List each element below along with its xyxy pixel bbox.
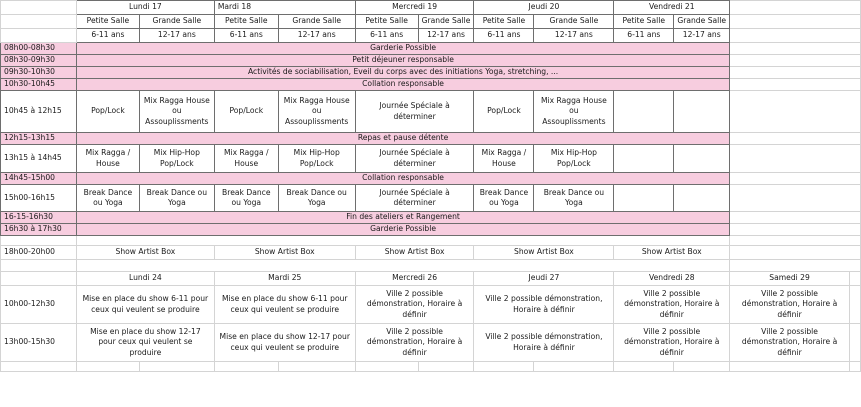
activity-cell[interactable]: [614, 91, 674, 133]
activity-cell[interactable]: Pop/Lock: [474, 91, 534, 133]
cell-line: Ville 2 possible: [761, 327, 818, 337]
cell-empty[interactable]: [1, 236, 77, 246]
table-row: [1, 173, 861, 185]
age-header[interactable]: 6-11 ans: [614, 29, 674, 43]
activity-cell[interactable]: [355, 145, 474, 173]
activity-cell[interactable]: Pop/Lock: [76, 91, 139, 133]
plan-cell[interactable]: [214, 286, 355, 324]
cell-line: Journée Spéciale à: [379, 148, 450, 158]
table-row: [1, 286, 861, 324]
cell-empty[interactable]: [730, 236, 861, 246]
banner-cell[interactable]: Collation responsable: [76, 79, 729, 91]
plan-cell[interactable]: [474, 286, 614, 324]
show-cell[interactable]: Show Artist Box: [214, 246, 355, 260]
age-header[interactable]: 6-11 ans: [474, 29, 534, 43]
activity-cell[interactable]: [355, 185, 474, 212]
day-header[interactable]: Mardi 18: [214, 1, 355, 15]
cell-line: Ville 2 possible: [386, 289, 443, 299]
time-label[interactable]: 18h00-20h00: [1, 246, 77, 260]
cell-line: Ville 2 possible démonstration,: [485, 332, 603, 342]
banner-cell[interactable]: Garderie Possible: [76, 224, 729, 236]
time-label[interactable]: 12h15-13h15: [1, 133, 77, 145]
cell-line: démonstration, Horaire à: [741, 337, 838, 347]
cell-line: Pop/Lock: [299, 158, 334, 168]
cell-empty[interactable]: [355, 362, 418, 372]
cell-empty[interactable]: [418, 362, 474, 372]
room-header[interactable]: Grande Salle: [534, 15, 614, 29]
cell-line: Pop/Lock: [557, 158, 591, 168]
table-row: [1, 260, 861, 272]
activity-cell[interactable]: Pop/Lock: [214, 91, 278, 133]
cell-line: Break Dance ou: [286, 187, 347, 197]
plan-cell[interactable]: [355, 286, 474, 324]
plan-cell[interactable]: [355, 324, 474, 362]
cell-empty[interactable]: [730, 246, 861, 260]
cell-empty[interactable]: [278, 362, 355, 372]
cell-line: Yoga: [167, 198, 186, 207]
plan-cell[interactable]: [730, 286, 850, 324]
banner-cell[interactable]: Petit déjeuner responsable: [76, 55, 729, 67]
room-header[interactable]: Grande Salle: [139, 15, 214, 29]
cell-line: ou Yoga: [489, 198, 519, 207]
cell-line: Ville 2 possible: [761, 289, 818, 299]
time-label[interactable]: 15h00-16h15: [1, 185, 77, 212]
cell-line: Ville 2 possible démonstration,: [485, 294, 603, 304]
cell-line: ou Yoga: [231, 198, 262, 207]
room-header[interactable]: Petite Salle: [214, 15, 278, 29]
cell-line: ou: [569, 106, 579, 116]
age-header[interactable]: 12-17 ans: [139, 29, 214, 43]
banner-cell[interactable]: Fin des ateliers et Rangement: [76, 212, 729, 224]
cell-line: définir: [659, 347, 684, 357]
table-row: [1, 91, 861, 133]
time-label[interactable]: 10h45 à 12h15: [1, 91, 77, 133]
age-header[interactable]: 12-17 ans: [278, 29, 355, 43]
cell-line: Break Dance: [83, 187, 133, 197]
cell-line: Mix Ragga House: [540, 96, 607, 106]
time-label[interactable]: 10h30-10h45: [1, 79, 77, 91]
cell-empty[interactable]: [1, 29, 77, 43]
cell-empty[interactable]: [1, 15, 77, 29]
cell-line: déterminer: [393, 111, 436, 121]
cell-empty[interactable]: [76, 236, 729, 246]
day-header[interactable]: Mercredi 26: [355, 272, 474, 286]
activity-cell[interactable]: [278, 185, 355, 212]
cell-line: démonstration, Horaire à: [624, 337, 720, 347]
time-label[interactable]: 13h15 à 14h45: [1, 145, 77, 173]
cell-line: Mise en place du show 6-11 pour: [82, 294, 209, 304]
table-row: [1, 43, 861, 55]
cell-line: Break Dance: [222, 187, 271, 197]
cell-line: Ville 2 possible: [386, 327, 443, 337]
cell-empty[interactable]: [730, 91, 861, 133]
cell-empty[interactable]: [730, 260, 861, 272]
cell-line: Ville 2 possible: [643, 327, 701, 337]
table-row: [1, 362, 861, 372]
cell-line: ceux qui veulent se produire: [230, 342, 340, 352]
activity-cell[interactable]: [139, 91, 214, 133]
cell-empty[interactable]: [76, 260, 729, 272]
cell-line: démonstration, Horaire à: [366, 299, 463, 309]
room-header[interactable]: Grande Salle: [278, 15, 355, 29]
cell-line: Pop/Lock: [160, 158, 194, 168]
day-header[interactable]: Lundi 17: [76, 1, 214, 15]
cell-line: Journée Spéciale à: [379, 187, 450, 197]
table-row: [1, 224, 861, 236]
age-header[interactable]: 12-17 ans: [674, 29, 730, 43]
cell-line: démonstration, Horaire à: [624, 299, 720, 309]
cell-empty[interactable]: [730, 43, 861, 55]
show-cell[interactable]: Show Artist Box: [474, 246, 614, 260]
cell-line: Mise en place du show 12-17: [90, 327, 201, 337]
time-label[interactable]: 14h45-15h00: [1, 173, 77, 185]
time-label[interactable]: 08h30-09h30: [1, 55, 77, 67]
plan-cell[interactable]: [214, 324, 355, 362]
plan-cell[interactable]: [76, 286, 214, 324]
activity-cell[interactable]: [214, 185, 278, 212]
activity-cell[interactable]: [76, 185, 139, 212]
cell-line: démonstration, Horaire à: [366, 337, 463, 347]
cell-line: ou: [311, 106, 322, 116]
day-header[interactable]: Lundi 24: [76, 272, 214, 286]
cell-line: Yoga: [565, 198, 583, 207]
plan-cell[interactable]: [474, 324, 614, 362]
cell-empty[interactable]: [139, 362, 214, 372]
cell-empty[interactable]: [849, 272, 860, 286]
cell-line: ou Yoga: [93, 198, 123, 207]
activity-cell[interactable]: [278, 145, 355, 173]
cell-empty[interactable]: [730, 185, 861, 212]
day-header[interactable]: Mercredi 19: [355, 1, 474, 15]
cell-line: Mix Ragga House: [283, 96, 350, 106]
activity-cell[interactable]: [278, 91, 355, 133]
table-row: [1, 1, 861, 15]
time-label[interactable]: 16h30 à 17h30: [1, 224, 77, 236]
cell-line: définir: [777, 309, 802, 319]
table-row: [1, 212, 861, 224]
time-label[interactable]: 13h00-15h30: [1, 324, 77, 362]
age-header[interactable]: 6-11 ans: [76, 29, 139, 43]
cell-line: Mix Ragga /: [85, 148, 131, 158]
cell-line: Mix Hip-Hop: [153, 148, 200, 158]
cell-empty[interactable]: [474, 362, 534, 372]
cell-line: Break Dance: [479, 187, 529, 197]
cell-line: ceux qui veulent se produire: [91, 304, 200, 314]
cell-empty[interactable]: [76, 362, 139, 372]
activity-cell[interactable]: [474, 145, 534, 173]
activity-cell[interactable]: [534, 91, 614, 133]
activity-cell[interactable]: [534, 145, 614, 173]
cell-line: House: [234, 158, 259, 168]
cell-line: Horaire à définir: [513, 342, 575, 352]
cell-empty[interactable]: [730, 55, 861, 67]
cell-line: House: [96, 158, 120, 168]
cell-line: ceux qui veulent se produire: [230, 304, 340, 314]
cell-line: déterminer: [393, 198, 436, 207]
activity-cell[interactable]: [474, 185, 534, 212]
age-header[interactable]: 6-11 ans: [214, 29, 278, 43]
cell-empty[interactable]: [1, 1, 77, 15]
time-label[interactable]: 08h00-08h30: [1, 43, 77, 55]
cell-line: Ville 2 possible: [643, 289, 701, 299]
day-header[interactable]: Mardi 25: [214, 272, 355, 286]
activity-cell[interactable]: [674, 91, 730, 133]
cell-empty[interactable]: [730, 133, 861, 145]
cell-empty[interactable]: [730, 1, 861, 15]
age-header[interactable]: 12-17 ans: [418, 29, 474, 43]
cell-empty[interactable]: [674, 362, 730, 372]
cell-empty[interactable]: [1, 272, 77, 286]
show-cell[interactable]: Show Artist Box: [614, 246, 730, 260]
activity-cell[interactable]: [614, 145, 674, 173]
banner-cell[interactable]: Collation responsable: [76, 173, 729, 185]
activity-cell[interactable]: [139, 185, 214, 212]
cell-line: déterminer: [393, 158, 436, 168]
day-header[interactable]: Jeudi 20: [474, 1, 614, 15]
day-header[interactable]: Samedi 29: [730, 272, 850, 286]
cell-line: Mix Hip-Hop: [550, 148, 597, 158]
table-row: [1, 29, 861, 43]
activity-cell[interactable]: [76, 145, 139, 173]
activity-cell[interactable]: [614, 185, 674, 212]
cell-empty[interactable]: [730, 224, 861, 236]
day-header[interactable]: Vendredi 28: [614, 272, 730, 286]
age-header[interactable]: 6-11 ans: [355, 29, 418, 43]
activity-cell[interactable]: [139, 145, 214, 173]
cell-empty[interactable]: [1, 260, 77, 272]
cell-empty[interactable]: [730, 362, 850, 372]
room-header[interactable]: Petite Salle: [355, 15, 418, 29]
cell-line: définir: [402, 347, 427, 357]
table-row: [1, 145, 861, 173]
activity-cell[interactable]: [355, 91, 474, 133]
cell-line: Mix Ragga /: [223, 148, 269, 158]
table-row: [1, 185, 861, 212]
cell-line: produire: [129, 347, 162, 357]
table-row: [1, 133, 861, 145]
cell-empty[interactable]: [214, 362, 278, 372]
cell-empty[interactable]: [849, 286, 860, 324]
table-row: [1, 236, 861, 246]
cell-empty[interactable]: [730, 212, 861, 224]
cell-line: Journée Spéciale à: [379, 101, 450, 111]
cell-empty[interactable]: [849, 324, 860, 362]
banner-cell[interactable]: Garderie Possible: [76, 43, 729, 55]
cell-line: Mix Ragga /: [481, 148, 527, 158]
show-cell[interactable]: Show Artist Box: [76, 246, 214, 260]
show-cell[interactable]: Show Artist Box: [355, 246, 474, 260]
plan-cell[interactable]: [614, 286, 730, 324]
cell-line: Assouplissments: [145, 116, 209, 126]
table-row: [1, 324, 861, 362]
table-row: [1, 79, 861, 91]
age-header[interactable]: 12-17 ans: [534, 29, 614, 43]
cell-line: pour ceux qui veulent se: [98, 337, 193, 347]
banner-cell[interactable]: Repas et pause détente: [76, 133, 729, 145]
time-label[interactable]: 16-15-16h30: [1, 212, 77, 224]
room-header[interactable]: Petite Salle: [474, 15, 534, 29]
cell-line: définir: [777, 347, 802, 357]
cell-line: Assouplissments: [542, 116, 606, 126]
cell-line: Break Dance ou: [543, 187, 605, 197]
table-row: [1, 55, 861, 67]
banner-cell[interactable]: Activités de sociabilisation, Eveil du corps avec des initiations Yoga, stretching, ...: [76, 67, 729, 79]
cell-empty[interactable]: [730, 79, 861, 91]
cell-line: Mix Ragga House: [143, 96, 210, 106]
cell-line: définir: [402, 309, 427, 319]
plan-cell[interactable]: [614, 324, 730, 362]
day-header[interactable]: Jeudi 27: [474, 272, 614, 286]
time-label[interactable]: 09h30-10h30: [1, 67, 77, 79]
room-header[interactable]: Grande Salle: [418, 15, 474, 29]
cell-line: Mix Hip-Hop: [293, 148, 340, 158]
cell-empty[interactable]: [730, 29, 861, 43]
cell-empty[interactable]: [534, 362, 614, 372]
activity-cell[interactable]: [214, 145, 278, 173]
cell-empty[interactable]: [1, 362, 77, 372]
table-row: [1, 246, 861, 260]
cell-empty[interactable]: [730, 67, 861, 79]
plan-cell[interactable]: [76, 324, 214, 362]
cell-line: Break Dance ou: [146, 187, 208, 197]
activity-cell[interactable]: [674, 185, 730, 212]
cell-line: House: [492, 158, 516, 168]
table-row: [1, 15, 861, 29]
cell-line: Mise en place du show 6-11 pour: [221, 294, 348, 304]
cell-empty[interactable]: [849, 362, 860, 372]
activity-cell[interactable]: [534, 185, 614, 212]
activity-cell[interactable]: [674, 145, 730, 173]
time-label[interactable]: 10h00-12h30: [1, 286, 77, 324]
cell-line: Mise en place du show 12-17 pour: [219, 332, 350, 342]
room-header[interactable]: Grande Salle: [674, 15, 730, 29]
day-header[interactable]: Vendredi 21: [614, 1, 730, 15]
table-row: [1, 272, 861, 286]
cell-line: Assouplissments: [285, 116, 349, 126]
cell-line: Horaire à définir: [513, 304, 575, 314]
cell-empty[interactable]: [730, 15, 861, 29]
cell-empty[interactable]: [730, 173, 861, 185]
room-header[interactable]: Petite Salle: [76, 15, 139, 29]
plan-cell[interactable]: [730, 324, 850, 362]
cell-empty[interactable]: [730, 145, 861, 173]
cell-line: définir: [659, 309, 684, 319]
table-row: [1, 67, 861, 79]
cell-line: démonstration, Horaire à: [741, 299, 838, 309]
cell-empty[interactable]: [614, 362, 674, 372]
room-header[interactable]: Petite Salle: [614, 15, 674, 29]
cell-line: Yoga: [307, 198, 326, 207]
cell-line: ou: [172, 106, 182, 116]
